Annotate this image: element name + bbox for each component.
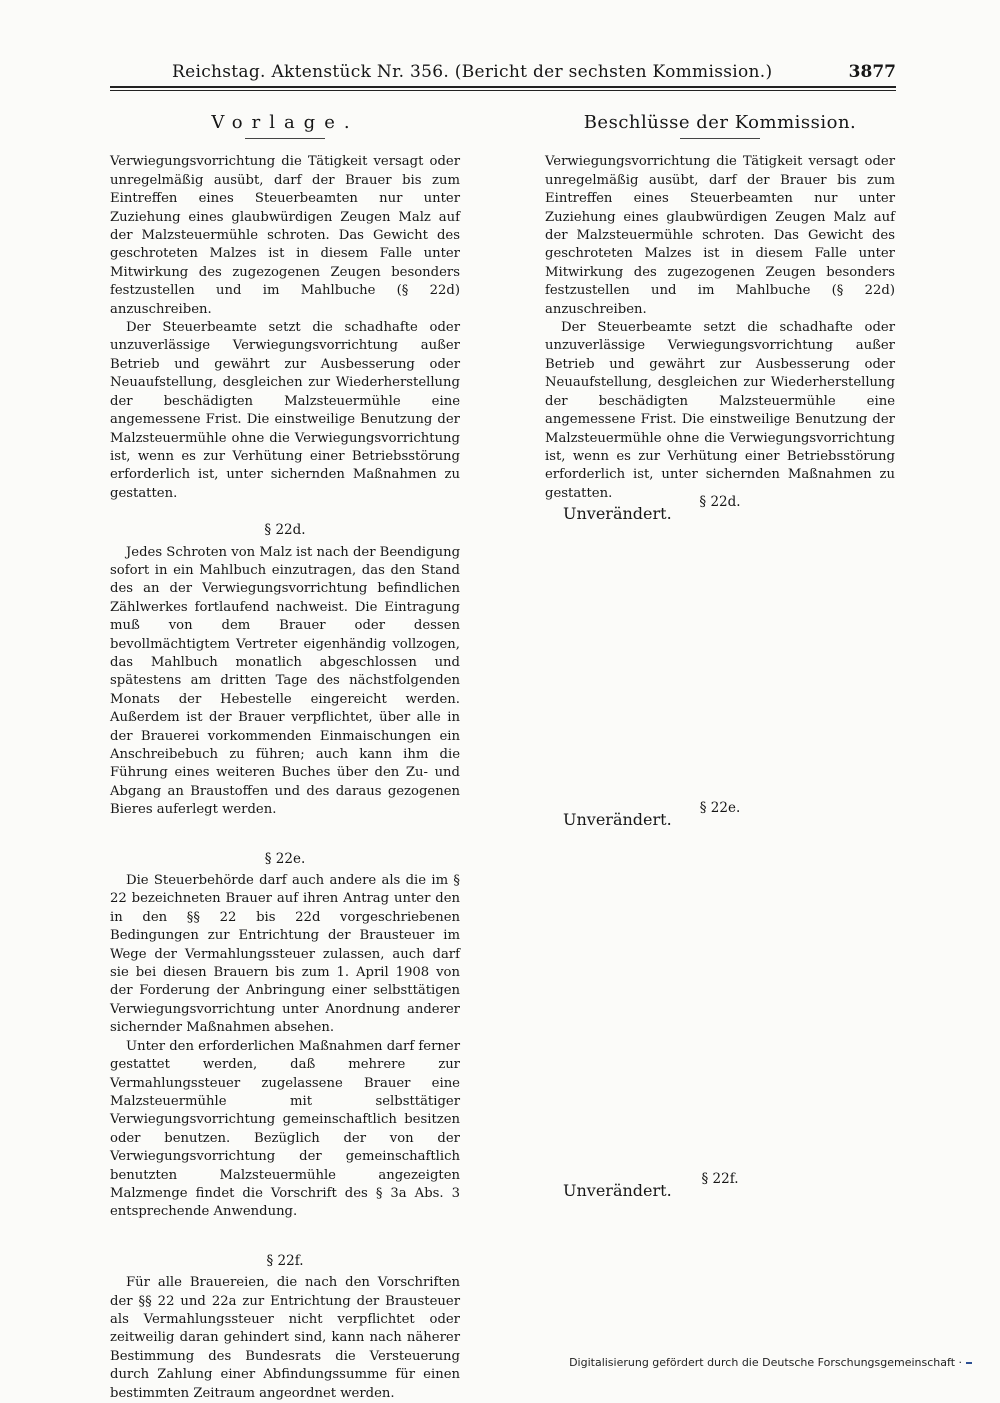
page-number: 3877 [848, 62, 896, 82]
header-rule-thin [110, 90, 896, 91]
left-column-heading: Vorlage. [211, 112, 359, 133]
right-paragraph-1: Verwiegungsvorrichtung die Tätigkeit versagt oder unregelmäßig ausübt, darf der Brauer bis zum Eintreffen eines Steuerbeamten nur unter Zuziehung eines glaubwürdigen Zeugen Malz auf der Malzsteuermühle schroten. Das Gewicht des geschroteten Malzes ist in diesem Falle unter Mitwirkung des zugezogenen Zeugen besonders festzustellen und im Mahlbuche (§ 22d) anzuschreiben. [545, 154, 895, 317]
left-section-22d-title: § 22d. [264, 522, 306, 539]
right-section-22e-text: Unverändert. [563, 810, 672, 829]
right-heading-rule [680, 138, 760, 139]
left-paragraph-2: Der Steuerbeamte setzt die schadhafte oder unzuverlässige Verwiegungsvorrichtung außer Betrieb und gewährt zur Ausbesserung oder Neuaufstellung, desgleichen zur Wiederherstellung der beschädigten Malzsteuermühle eine angemessene Frist. Die einstweilige Benutzung der Malzsteuermühle ohne die Verwiegungsvorrichtung ist, wenn es zur Verhütung einer Betriebsstörung erforderlich ist, unter sichernden Maßnahmen zu gestatten. [110, 320, 460, 501]
left-section-22f-title: § 22f. [266, 1252, 304, 1269]
right-section-22f-title: § 22f. [701, 1171, 739, 1187]
left-section-22e-text-1: Die Steuerbehörde darf auch andere als die im § 22 bezeichneten Brauer auf ihren Antrag unter den in den §§ 22 bis 22d vorgeschriebenen Bedingungen zur Entrichtung der Brausteuer im Wege der Vermahlungssteuer zulassen, auch darf sie bei diesen Brauern bis zum 1. April 1908 von der Forderung der Anbringung einer selbsttätigen Verwiegungsvorrichtung unter Anordnung anderer sichernder Maßnahmen absehen. [110, 873, 460, 1036]
left-heading-rule [245, 138, 325, 139]
left-paragraph-1: Verwiegungsvorrichtung die Tätigkeit versagt oder unregelmäßig ausübt, darf der Brauer bis zum Eintreffen eines Steuerbeamten nur unter Zuziehung eines glaubwürdigen Zeugen Malz auf der Malzsteuermühle schroten. Das Gewicht des geschroteten Malzes ist in diesem Falle unter Mitwirkung des zugezogenen Zeugen besonders festzustellen und im Mahlbuche (§ 22d) anzuschreiben. [110, 154, 460, 317]
header-rule [110, 86, 896, 88]
left-section-22f-text: Für alle Brauereien, die nach den Vorschriften der §§ 22 und 22a zur Entrichtung der Brausteuer als Vermahlungssteuer nicht verpflichtet oder zeitweilig daran gehindert sind, kann nach näherer Bestimmung des Bundesrats die Versteuerung durch Zahlung einer Abfindungssumme für einen bestimmten Zeitraum angeordnet werden. [110, 1275, 460, 1401]
left-column [110, 106, 460, 1403]
running-title: Reichstag. Aktenstück Nr. 356. (Bericht der sechsten Kommission.) [172, 62, 773, 82]
page-header [110, 58, 896, 86]
footer [569, 1356, 972, 1369]
right-section-22d-title: § 22d. [699, 494, 741, 510]
dfg-logo [966, 1362, 972, 1364]
right-section-22e-title: § 22e. [699, 800, 741, 816]
right-column-heading: Beschlüsse der Kommission. [583, 112, 857, 133]
left-section-22e-title: § 22e. [264, 850, 306, 867]
right-section-22f-text: Unverändert. [563, 1181, 672, 1200]
right-section-22d-text: Unverändert. [563, 504, 672, 523]
left-section-22d-text: Jedes Schroten von Malz ist nach der Beendigung sofort in ein Mahlbuch einzutragen, das den Stand des an der Verwiegungsvorrichtung befindlichen Zählwerkes fortlaufend nachweist. Die Eintragung muß von dem Brauer oder dessen bevollmächtigtem Vertreter eigenhändig vollzogen, das Mahlbuch monatlich abgeschlossen und spätestens am dritten Tage des nächstfolgenden Monats der Hebestelle eingereicht werden. Außerdem ist der Brauer verpflichtet, über alle in der Brauerei vorkommenden Einmaischungen ein Anschreibebuch zu führen; auch kann ihm die Führung eines weiteren Buches über den Zu- und Abgang an Braustoffen und des daraus gezogenen Bieres auferlegt werden. [110, 544, 461, 818]
footer-credit: Digitalisierung gefördert durch die Deutsche Forschungsgemeinschaft · [569, 1356, 962, 1369]
right-paragraph-2: Der Steuerbeamte setzt die schadhafte oder unzuverlässige Verwiegungsvorrichtung außer Betrieb und gewährt zur Ausbesserung oder Neuaufstellung, desgleichen zur Wiederherstellung der beschädigten Malzsteuermühle eine angemessene Frist. Die einstweilige Benutzung der Malzsteuermühle ohne die Verwiegungsvorrichtung ist, wenn es zur Verhütung einer Betriebsstörung erforderlich ist, unter sichernden Maßnahmen zu gestatten. [545, 320, 895, 501]
right-column [545, 106, 895, 503]
left-section-22e-text-2: Unter den erforderlichen Maßnahmen darf ferner gestattet werden, daß mehrere zur Vermahlungssteuer zugelassene Brauer eine Malzsteuermühle mit selbsttätiger Verwiegungsvorrichtung gemeinschaftlich besitzen oder benutzen. Bezüglich der von der Verwiegungsvorrichtung der gemeinschaftlich benutzten Malzsteuermühle angezeigten Malzmenge findet die Vorschrift des § 3a Abs. 3 entsprechende Anwendung. [110, 1038, 461, 1220]
